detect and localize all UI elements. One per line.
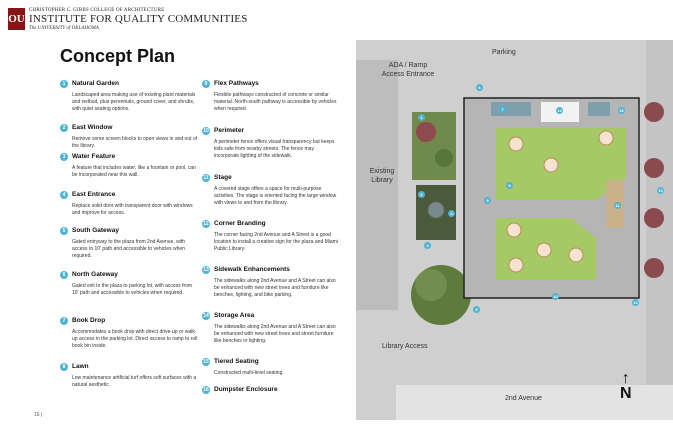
legend-item: [202, 358, 340, 386]
college-name: CHRISTOPHER C. GIBBS COLLEGE OF ARCHITECTURE: [29, 8, 165, 13]
north-label: N: [620, 385, 632, 402]
umbrella: [509, 258, 523, 272]
legend-title: Corner Branding: [214, 220, 266, 227]
legend-title: Flex Pathways: [214, 80, 259, 87]
dumpster-enclosure: [588, 102, 610, 116]
legend-title: Tiered Seating: [214, 358, 259, 365]
legend-title: Storage Area: [214, 312, 255, 319]
legend-item: [202, 174, 340, 220]
legend-item: [60, 191, 198, 227]
legend-item: [202, 80, 340, 127]
street-tree: [644, 102, 664, 122]
legend-desc: The sidewalks along 2nd Avenue and A Street can also be enhanced with new street trees and furniture like benches, lighting, and bike parking.: [214, 278, 336, 298]
legend-number: 15: [203, 359, 209, 365]
legend-title: East Window: [72, 124, 113, 131]
label-2nd-avenue: 2nd Avenue: [505, 395, 542, 402]
street-tree: [644, 208, 664, 228]
legend-item: [60, 227, 198, 271]
legend-number: 4: [60, 191, 68, 199]
page-number: 16 |: [34, 412, 43, 418]
legend-desc: Landscaped area making use of existing plant materials and redbud, plus perennials, ground cover, and shrubs, with quiet seating options.: [72, 92, 196, 112]
book-drop: [491, 102, 531, 116]
callout-5: 5: [473, 306, 480, 313]
ou-logo: OU: [8, 8, 25, 30]
page-title: Concept Plan: [60, 46, 176, 66]
legend-title: East Entrance: [72, 191, 116, 198]
garden-shrub: [435, 149, 453, 167]
site-plan-drawing: [356, 40, 673, 420]
legend-number: 3: [60, 153, 68, 161]
callout-12: 12: [633, 300, 638, 305]
fountain: [428, 202, 444, 218]
legend-number: 9: [202, 80, 210, 88]
natural-garden: [412, 112, 456, 180]
legend-title: Natural Garden: [72, 80, 119, 87]
legend-desc: A feature that includes water, like a fountain or pool, can be incorporated near this wall.: [72, 165, 196, 178]
legend-item: [202, 127, 340, 174]
umbrella: [507, 223, 521, 237]
legend-item: [60, 124, 198, 153]
garden-redbud: [416, 122, 436, 142]
north-indicator: [620, 372, 632, 402]
existing-library-building: [356, 60, 398, 310]
legend-desc: Gated entryway to the plaza from 2nd Avenue, with access to 10' path and accessible to vehicles when required.: [72, 239, 186, 259]
umbrella: [509, 137, 523, 151]
legend-item: [202, 312, 340, 358]
legend-number: 1: [60, 80, 68, 88]
callout-13: 13: [658, 188, 663, 193]
legend-column-left: [60, 80, 198, 393]
label-library-access: Library Access: [382, 343, 428, 350]
legend-item: [202, 266, 340, 312]
callout-7: 7: [499, 106, 506, 113]
header: [8, 8, 248, 31]
callout-4: 4: [424, 242, 431, 249]
legend-title: Stage: [214, 174, 232, 181]
legend-number: 2: [60, 124, 68, 132]
umbrella: [569, 248, 583, 262]
callout-2: 2: [418, 191, 425, 198]
legend-number: 16: [203, 387, 209, 393]
legend-title: North Gateway: [72, 271, 118, 278]
callout-16: 16: [619, 108, 624, 113]
callout-14: 14: [557, 108, 562, 113]
legend-number: 13: [203, 267, 209, 273]
callout-1: 1: [418, 114, 425, 121]
legend-title: Perimeter: [214, 127, 244, 134]
legend-number: 6: [60, 271, 68, 279]
legend-title: Book Drop: [72, 317, 106, 324]
existing-tree-canopy: [415, 269, 447, 301]
legend-desc: Replace solid door with transparent door with windows and improve for access.: [72, 203, 193, 216]
label-existing-library: Existing Library: [369, 168, 395, 184]
umbrella: [599, 131, 613, 145]
legend-number: 5: [60, 227, 68, 235]
callout-3: 3: [448, 210, 455, 217]
legend-item: [60, 363, 198, 393]
legend-title: Water Feature: [72, 153, 116, 160]
legend-item: [202, 386, 340, 400]
label-parking: Parking: [492, 49, 516, 56]
legend-number: 11: [203, 175, 209, 181]
legend-title: Dumpster Enclosure: [214, 386, 278, 393]
legend-desc: Flexible pathways constructed of concrete or similar material. North-south pathway is accessible by vehicles when required.: [214, 92, 337, 112]
university-name: The UNIVERSITY of OKLAHOMA: [29, 26, 99, 31]
legend-title: South Gateway: [72, 227, 119, 234]
umbrella: [537, 243, 551, 257]
street-tree: [644, 158, 664, 178]
legend-desc: A covered stage offers a space for multi-purpose activities. The stage is oriented facing the large window with views to and from the library.: [214, 186, 337, 206]
legend-column-right: [202, 80, 340, 400]
callout-10: 10: [553, 294, 558, 299]
legend-number: 7: [60, 317, 68, 325]
legend-item: [60, 317, 198, 363]
label-ada-entrance: ADA / Ramp Access Entrance: [381, 62, 435, 78]
legend-desc: The corner facing 2nd Avenue and A Street is a good location to install a creative sign for the plaza and Miami Public Library.: [214, 232, 338, 252]
callout-11: 11: [615, 203, 620, 208]
legend-number: 8: [60, 363, 68, 371]
legend-item: [60, 80, 198, 124]
legend-desc: Accommodates a book drop with direct drive-up or walk-up access in the parking lot. Direct access to ramp to roll book bin inside.: [72, 329, 198, 349]
legend-desc: Gated exit to the plaza to parking lot, with access from 10' path and accessible to vehicles when required.: [72, 283, 193, 296]
legend-desc: Remove some screen blocks to open views in and out of the library.: [72, 136, 198, 149]
umbrella: [544, 158, 558, 172]
legend-number: 14: [203, 313, 209, 319]
legend-number: 10: [203, 128, 209, 134]
legend-item: [60, 271, 198, 317]
legend-number: 12: [203, 221, 209, 227]
legend-item: [202, 220, 340, 266]
callout-8: 8: [506, 182, 513, 189]
legend-item: [60, 153, 198, 191]
callout-9: 9: [484, 197, 491, 204]
legend-desc: The sidewalks along 2nd Avenue and A Street can also be enhanced with new street trees and street furniture like benches or lighting.: [214, 324, 336, 344]
institute-name: INSTITUTE FOR QUALITY COMMUNITIES: [29, 13, 248, 25]
callout-6: 6: [476, 84, 483, 91]
legend-desc: Low maintenance artificial turf offers soft surfaces with a natural aesthetic.: [72, 375, 197, 388]
site-plan-map: [356, 40, 673, 420]
legend-desc: Constructed multi-level seating.: [214, 370, 284, 376]
legend-title: Sidewalk Enhancements: [214, 266, 290, 273]
legend-desc: A perimeter fence offers visual transparency but keeps kids safe from nearby streets. The fence may incorporate lighting of the sidewalk.: [214, 139, 335, 159]
legend-title: Lawn: [72, 363, 89, 370]
north-arrow-icon: ↑: [621, 370, 630, 387]
street-tree: [644, 258, 664, 278]
